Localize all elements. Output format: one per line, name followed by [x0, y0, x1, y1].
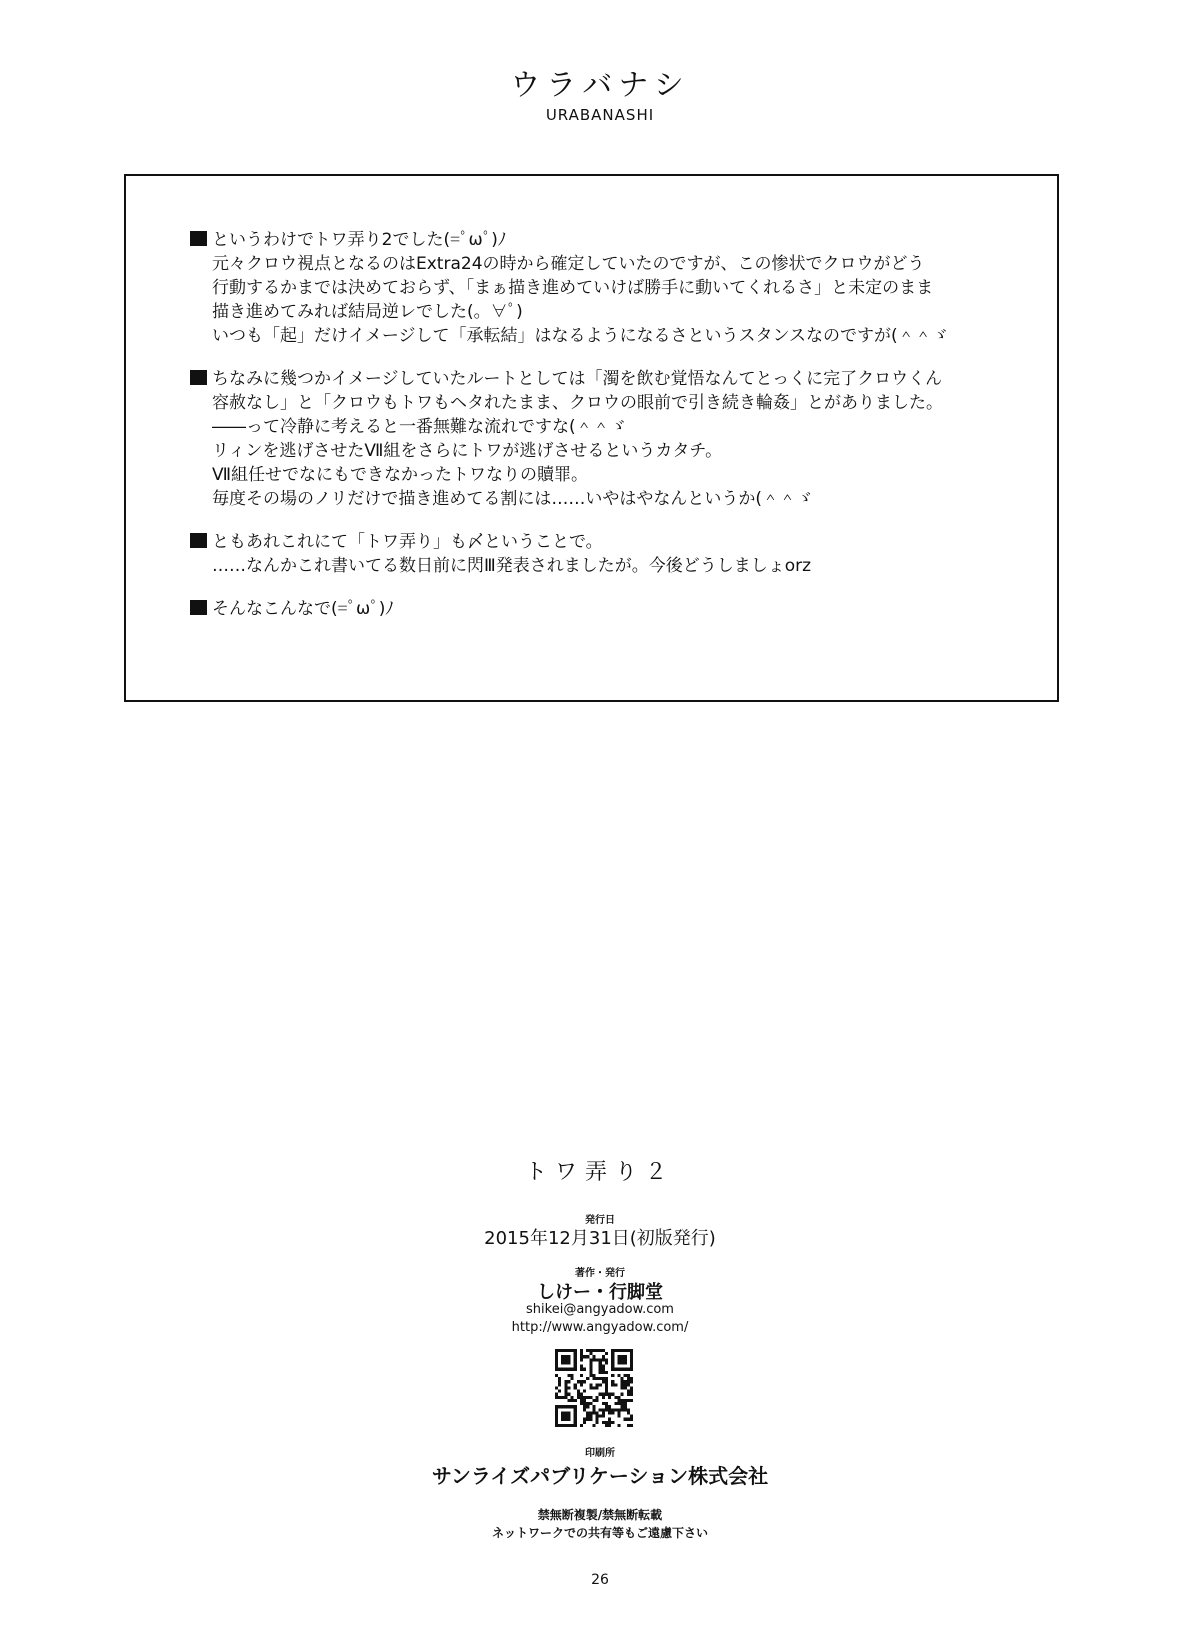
paragraph-first-line	[190, 228, 1050, 252]
paragraph-first-line	[190, 367, 1050, 391]
paragraph-line: ――って冷静に考えると一番無難な流れですな(＾＾ゞ	[212, 417, 627, 437]
printer-name: サンライズパブリケーション株式会社	[431, 1464, 769, 1488]
afterword-paragraphs	[190, 228, 1050, 640]
paragraph-first-line	[190, 597, 1050, 621]
square-bullet-icon	[190, 533, 207, 548]
author-email: shikei@angyadow.com	[526, 1302, 674, 1317]
qr-code-icon	[555, 1349, 633, 1427]
paragraph-3	[190, 530, 1050, 578]
author-label: 著作・発行	[575, 1268, 625, 1279]
line-text: そんなこんなで(=ﾟωﾟ)ﾉ	[212, 599, 394, 619]
author-name: しけー・行脚堂	[537, 1282, 663, 1303]
line-text: ともあれこれにて「トワ弄り」も〆ということで。	[212, 532, 603, 552]
line-text: ちなみに幾つかイメージしていたルートとしては「濁を飲む覚悟なんてとっくに完了クロウくん	[212, 369, 943, 389]
sharing-notice: ネットワークでの共有等もご遠慮下さい	[491, 1526, 708, 1540]
copyright-notice: 禁無断複製/禁無断転載	[537, 1508, 663, 1522]
paragraph-line: ……なんかこれ書いてる数日前に閃Ⅲ発表されましたが。今後どうしましょorz	[212, 556, 812, 576]
section-title-jp: ウラバナシ	[510, 68, 690, 103]
paragraph-line: 毎度その場のノリだけで描き進めてる割には……いやはやなんというか(＾＾ゞ	[212, 489, 813, 509]
publish-date: 2015年12月31日(初版発行)	[484, 1228, 716, 1249]
paragraph-2	[190, 367, 1050, 511]
author-url: http://www.angyadow.com/	[511, 1320, 689, 1335]
book-title: トワ弄り２	[524, 1160, 675, 1185]
paragraph-line: 元々クロウ視点となるのはExtra24の時から確定していたのですが、この惨状でクロウがどう	[212, 254, 925, 274]
section-title-en: URABANASHI	[545, 106, 655, 124]
paragraph-1	[190, 228, 1050, 348]
page-number: 26	[591, 1572, 609, 1588]
paragraph-line: 容赦なし」と「クロウもトワもヘタれたまま、クロウの眼前で引き続き輪姦」とがありました。	[212, 393, 943, 413]
paragraph-line: 行動するかまでは決めておらず、「まぁ描き進めていけば勝手に動いてくれるさ」と未定のまま	[212, 278, 934, 298]
publish-date-label: 発行日	[585, 1215, 615, 1226]
line-text: というわけでトワ弄り2でした(=ﾟωﾟ)ﾉ	[212, 230, 507, 250]
paragraph-line: Ⅶ組任せでなにもできなかったトワなりの贖罪。	[212, 465, 589, 485]
square-bullet-icon	[190, 600, 207, 615]
printer-label: 印刷所	[585, 1448, 615, 1459]
paragraph-4	[190, 597, 1050, 621]
square-bullet-icon	[190, 231, 207, 246]
paragraph-line: 描き進めてみれば結局逆レでした(。∀ﾟ)	[212, 302, 523, 322]
paragraph-line: リィンを逃げさせたⅦ組をさらにトワが逃げさせるというカタチ。	[212, 441, 723, 461]
paragraph-line: いつも「起」だけイメージして「承転結」はなるようになるさというスタンスなのですが(＾＾ゞ	[212, 326, 949, 346]
afterword-box	[124, 174, 1059, 702]
paragraph-first-line	[190, 530, 1050, 554]
square-bullet-icon	[190, 370, 207, 385]
